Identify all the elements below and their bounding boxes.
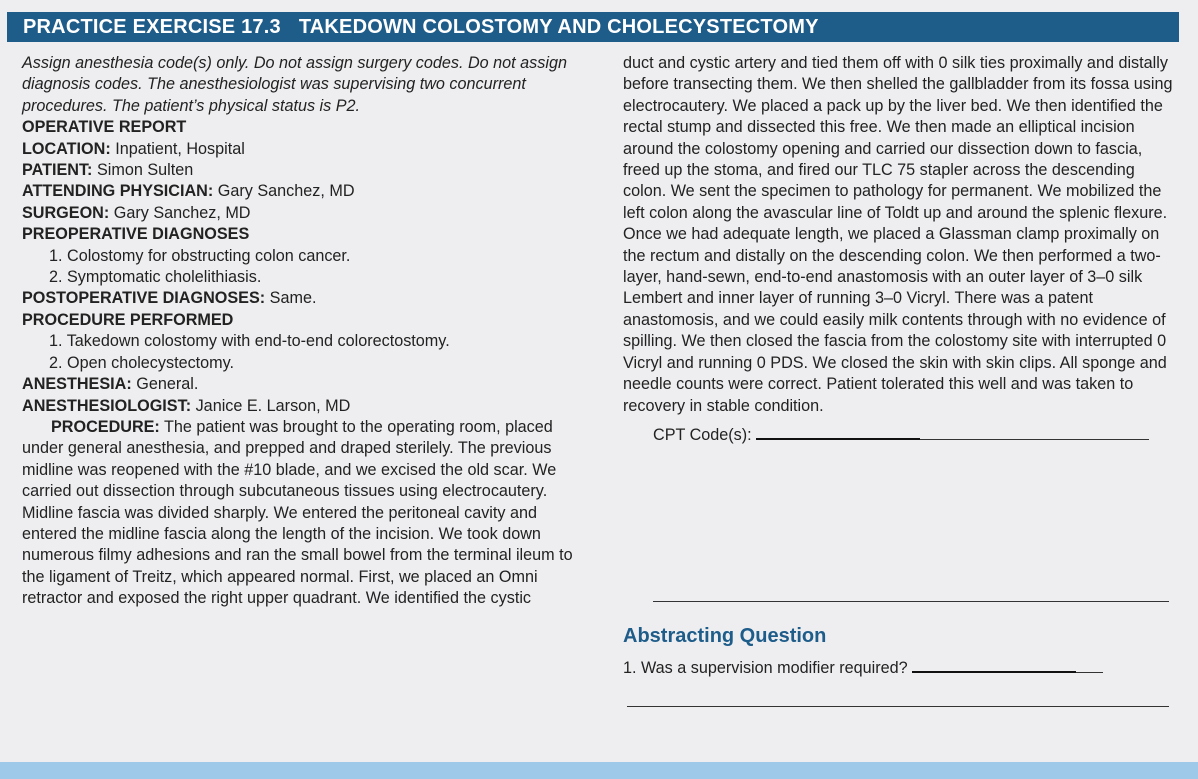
patient-label: PATIENT: <box>22 161 93 180</box>
location-value: Inpatient, Hospital <box>110 139 245 158</box>
attending-label: ATTENDING PHYSICIAN: <box>22 182 214 201</box>
anesthesia-line <box>22 374 590 395</box>
cpt-label: CPT Code(s): <box>653 425 757 444</box>
list-item: 2. Open cholecystectomy. <box>49 353 235 372</box>
abstracting-extra-line[interactable] <box>627 706 1169 707</box>
attending-value: Gary Sanchez, MD <box>213 182 355 201</box>
anesthesiologist-line <box>22 396 590 417</box>
attending-line <box>22 181 590 202</box>
surgeon-line <box>22 203 590 224</box>
preop-list <box>22 246 590 289</box>
right-column <box>623 53 1173 446</box>
anesthesia-label: ANESTHESIA: <box>22 375 132 394</box>
surgeon-value: Gary Sanchez, MD <box>109 203 251 222</box>
location-label: LOCATION: <box>22 139 111 158</box>
bottom-accent-bar <box>0 762 1198 779</box>
abstracting-question <box>623 657 1103 679</box>
patient-line <box>22 160 590 181</box>
anesthesiologist-value: Janice E. Larson, MD <box>191 396 351 415</box>
abstracting-question-text: 1. Was a supervision modifier required? <box>623 659 913 677</box>
operative-report-heading: OPERATIVE REPORT <box>22 118 187 137</box>
procedure-text-left: The patient was brought to the operating room, placed under general anesthesia, and prepped and draped sterilely. The previous midline was reopened with the #10 blade, and we excised the old scar. We carried out dissection through subcutaneous tissues using electrocautery. Midline fascia was divided sharply. We entered the peritoneal cavity and entered the midline fascia along the length of the incision. We took down numerous filmy adhesions and ran the small bowel from the terminal ileum to the ligament of Treitz, which appeared normal. First, we placed an Omni retractor and exposed the right upper quadrant. We identified the cystic <box>22 417 573 608</box>
cpt-answer-field[interactable] <box>756 424 920 440</box>
cpt-code-row <box>623 424 1173 446</box>
left-column <box>22 53 590 610</box>
exercise-number: PRACTICE EXERCISE 17.3 <box>23 16 281 38</box>
supervision-answer-field[interactable] <box>912 657 1076 673</box>
preop-heading: PREOPERATIVE DIAGNOSES <box>22 225 250 244</box>
anesthesiologist-label: ANESTHESIOLOGIST: <box>22 396 192 415</box>
cpt-extra-line[interactable] <box>653 601 1169 602</box>
procedure-paragraph <box>22 417 590 610</box>
patient-value: Simon Sulten <box>92 161 194 180</box>
postop-label: POSTOPERATIVE DIAGNOSES: <box>22 289 266 308</box>
supervision-answer-line <box>1076 658 1103 673</box>
procedure-text-right: duct and cystic artery and tied them off with 0 silk ties proximally and distally before transecting them. We then shelled the gallbladder from its fossa using electrocautery. We placed a pack up by the liver bed. We then identified the rectal stump and dissected this free. We then made an elliptical incision around the colostomy opening and carried our dissection down to fascia, freed up the stoma, and fired our TLC 75 stapler across the descending colon. We sent the specimen to pathology for permanent. We mobilized the left colon along the avascular line of Toldt up and around the splenic flexure. Once we had adequate length, we placed a Glassman clamp proximally on the rectum and distally on the descending colon. We then performed a two-layer, hand-sewn, end-to-end anastomosis with an outer layer of 3–0 silk Lembert and inner layer of running 3–0 Vicryl. There was a patent anastomosis, and we could easily milk contents through with no evidence of spilling. We then closed the fascia from the colostomy site with interrupted 0 Vicryl and running 0 PDS. We closed the skin with skin clips. All sponge and needle counts were correct. Patient tolerated this well and was taken to recovery in stable condition. <box>623 54 1173 415</box>
cpt-answer-line <box>920 425 1149 440</box>
procedure-performed-heading: PROCEDURE PERFORMED <box>22 310 234 329</box>
procedure-list <box>22 331 590 374</box>
instructions-text: Assign anesthesia code(s) only. Do not assign surgery codes. Do not assign diagnosis codes. The anesthesiologist was supervising two concurrent procedures. The patient’s physical status is P2. <box>22 54 567 115</box>
exercise-title: TAKEDOWN COLOSTOMY AND CHOLECYSTECTOMY <box>298 16 819 38</box>
abstracting-title: Abstracting Question <box>623 625 827 647</box>
procedure-label: PROCEDURE: <box>51 417 160 436</box>
list-item: 2. Symptomatic cholelithiasis. <box>49 268 262 287</box>
postop-value: Same. <box>265 289 317 308</box>
postop-line <box>22 288 590 309</box>
surgeon-label: SURGEON: <box>22 203 110 222</box>
location-line <box>22 139 590 160</box>
list-item: 1. Takedown colostomy with end-to-end colorectostomy. <box>49 332 450 351</box>
list-item: 1. Colostomy for obstructing colon cancer. <box>49 246 351 265</box>
exercise-header <box>7 12 1179 42</box>
anesthesia-value: General. <box>131 375 199 394</box>
